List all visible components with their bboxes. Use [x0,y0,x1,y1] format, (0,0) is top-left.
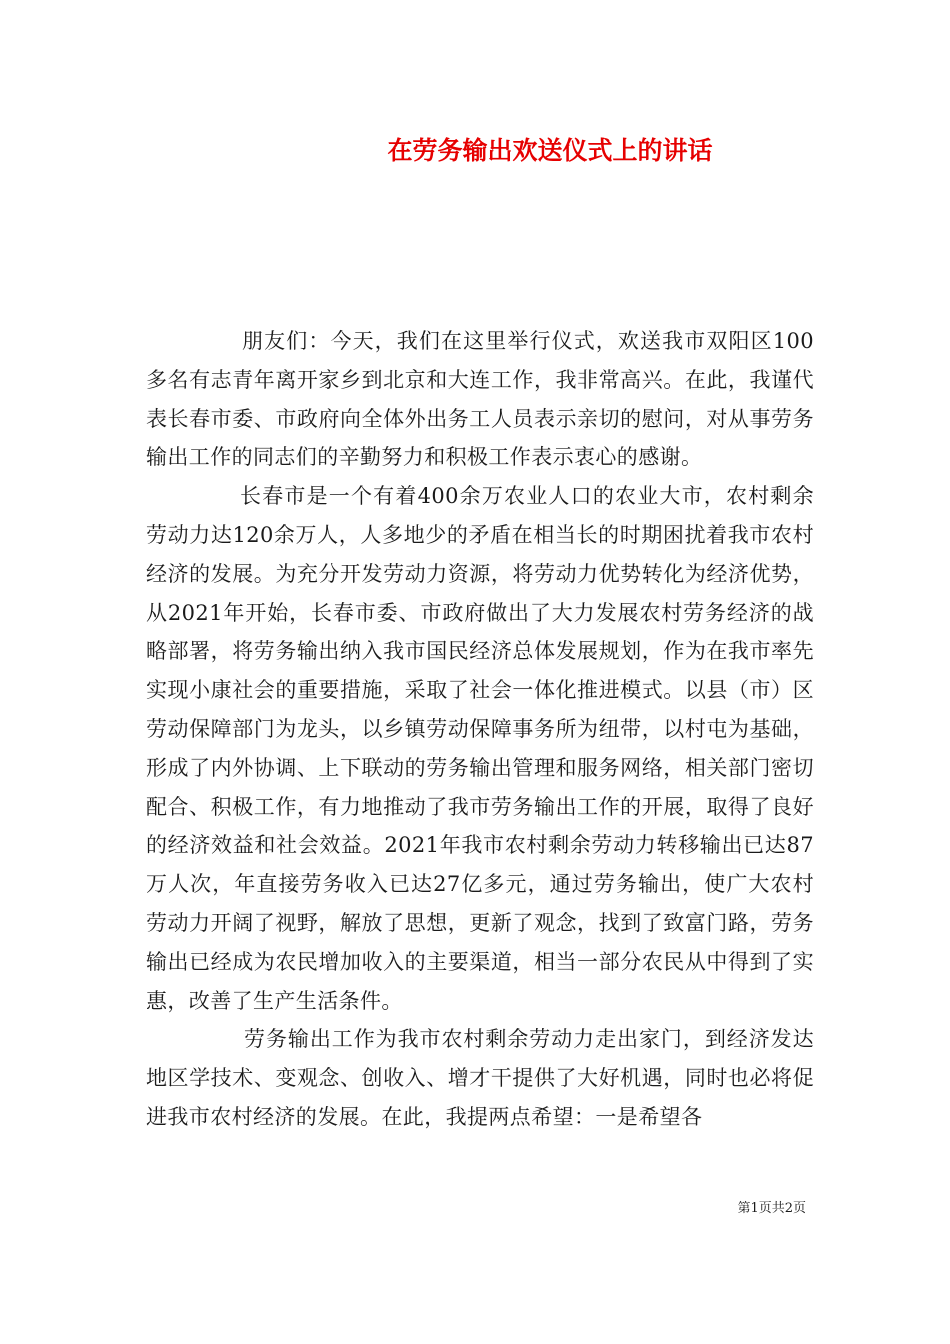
document-body [146,322,814,1137]
page-number: 第1页共2页 [737,1201,806,1216]
paragraph-greeting: 朋友们：今天，我们在这里举行仪式，欢送我市双阳区100多名有志青年离开家乡到北京和大连工作，我非常高兴。在此，我谨代表长春市委、市政府向全体外出务工人员表示亲切的慰问，对从事劳务输出工作的同志们的辛勤努力和积极工作表示衷心的感谢。 [146,329,814,470]
paragraph-background: 长春市是一个有着400余万农业人口的农业大市，农村剩余劳动力达120余万人，人多地少的矛盾在相当长的时期困扰着我市农村经济的发展。为充分开发劳动力资源，将劳动力优势转化为经济优势，从2021年开始，长春市委、市政府做出了大力发展农村劳务经济的战略部署，将劳务输出纳入我市国民经济总体发展规划，作为在我市率先实现小康社会的重要措施，采取了社会一体化推进模式。以县（市）区劳动保障部门为龙头，以乡镇劳动保障事务所为纽带，以村屯为基础，形成了内外协调、上下联动的劳务输出管理和服务网络，相关部门密切配合、积极工作，有力地推动了我市劳务输出工作的开展，取得了良好的经济效益和社会效益。2021年我市农村剩余劳动力转移输出已达87万人次，年直接劳务收入已达27亿多元，通过劳务输出，使广大农村劳动力开阔了视野，解放了思想，更新了观念，找到了致富门路，劳务输出已经成为农民增加收入的主要渠道，相当一部分农民从中得到了实惠，改善了生产生活条件。 [146,484,814,1013]
paragraph-hopes: 劳务输出工作为我市农村剩余劳动力走出家门，到经济发达地区学技术、变观念、创收入、增才干提供了大好机遇，同时也必将促进我市农村经济的发展。在此，我提两点希望：一是希望各 [146,1027,814,1129]
document-title: 在劳务输出欢送仪式上的讲话 [387,136,713,165]
